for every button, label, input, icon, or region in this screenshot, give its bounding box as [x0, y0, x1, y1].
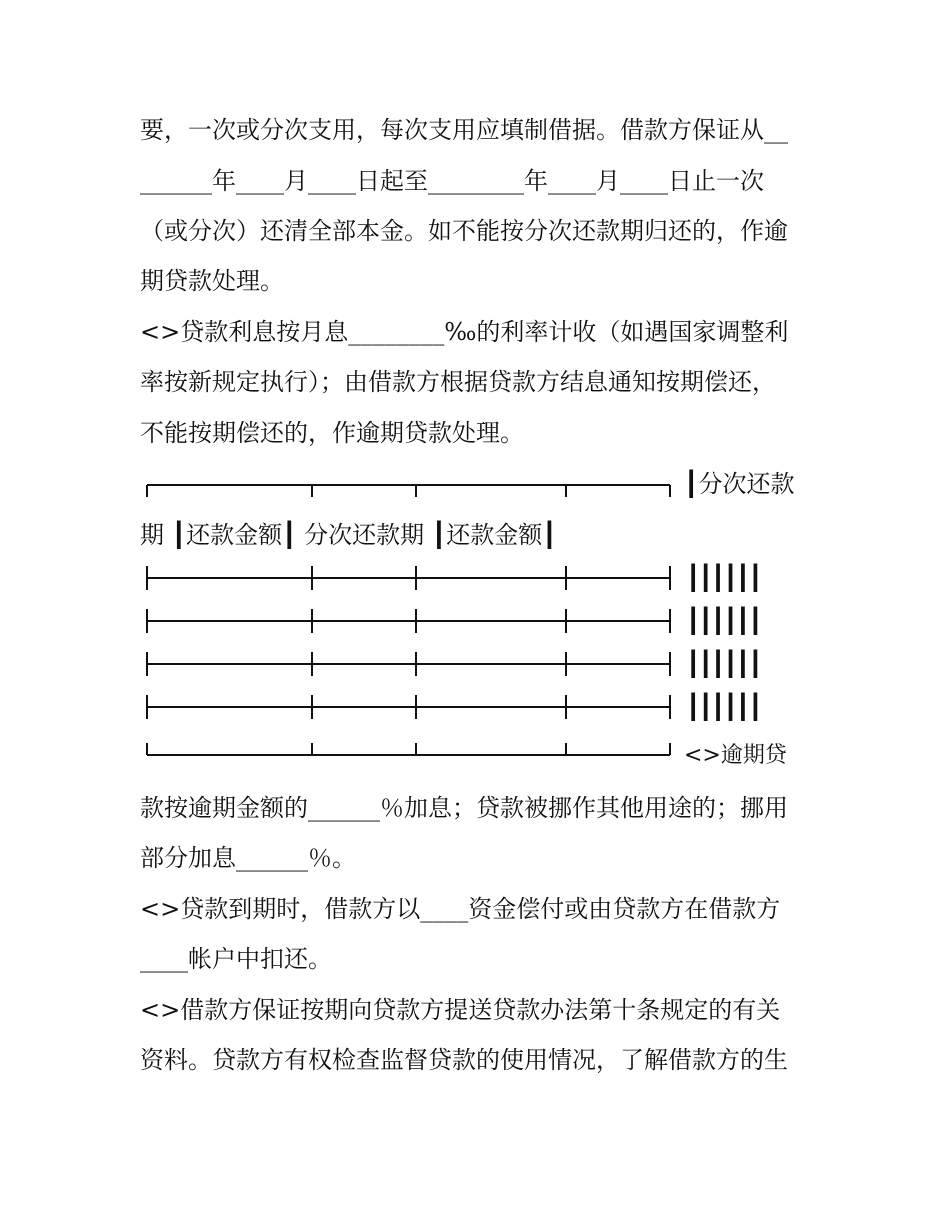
- table-header-right: ┃分次还款: [684, 470, 795, 498]
- paragraph-line: 款按逾期金额的______％加息；贷款被挪作其他用途的；挪用: [140, 794, 788, 822]
- paragraph-line: 部分加息______％。: [140, 844, 356, 872]
- table-header-row: 期 ┃还款金额┃ 分次还款期 ┃还款金额┃: [140, 521, 557, 549]
- paragraph-line: <>贷款到期时，借款方以____资金偿付或由贷款方在借款方: [140, 895, 781, 923]
- paragraph-line: 率按新规定执行）；由借款方根据贷款方结息通知按期偿还，: [140, 368, 776, 396]
- table-row-tail: ┃┃┃┃┃┃: [686, 564, 761, 592]
- paragraph-line: （或分次）还清全部本金。如不能按分次还款期归还的，作逾: [140, 217, 788, 245]
- table-row-tail: ┃┃┃┃┃┃: [686, 693, 761, 721]
- paragraph-line: <>借款方保证按期向贷款方提送贷款办法第十条规定的有关: [140, 996, 781, 1024]
- paragraph-line: ______年____月____日起至________年____月____日止一次: [140, 167, 764, 195]
- paragraph-line: 不能按期偿还的，作逾期贷款处理。: [140, 419, 524, 447]
- paragraph-line: 要，一次或分次支用，每次支用应填制借据。借款方保证从__: [140, 116, 788, 144]
- table-row-tail: ┃┃┃┃┃┃: [686, 650, 761, 678]
- paragraph-line: <>贷款利息按月息________‰的利率计收（如遇国家调整利: [140, 318, 789, 346]
- paragraph-line: ____帐户中扣还。: [140, 945, 332, 973]
- table-row-tail: ┃┃┃┃┃┃: [686, 607, 761, 635]
- paragraph-line: 资料。贷款方有权检查监督贷款的使用情况，了解借款方的生: [140, 1046, 788, 1074]
- paragraph-line: 期贷款处理。: [140, 267, 284, 295]
- table-footer-right: <>逾期贷: [684, 743, 787, 768]
